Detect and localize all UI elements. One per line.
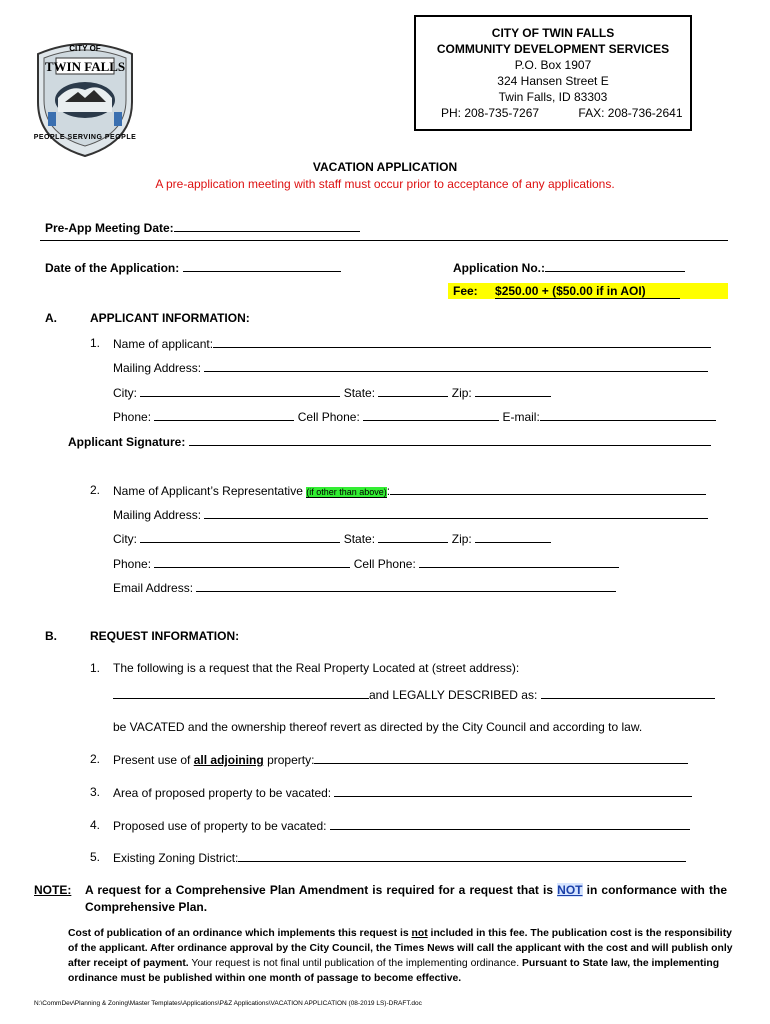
state2-label: State:	[343, 532, 376, 546]
cost-line2: of the applicant. After ordinance approval by the City Council, the Times News will call the applicant with the cost and will publish only	[68, 943, 733, 954]
rep-colon: :	[386, 484, 391, 498]
b2-bold: all adjoining	[193, 753, 264, 767]
note-post: in conformance with the	[586, 883, 727, 897]
state2-field[interactable]	[378, 530, 448, 543]
phone-field[interactable]	[154, 408, 294, 421]
state-field[interactable]	[378, 384, 448, 397]
proposed-use-field[interactable]	[330, 817, 690, 830]
phone2-row	[113, 555, 619, 572]
appno-field[interactable]	[545, 259, 685, 272]
preapp-date-field[interactable]	[174, 219, 360, 232]
city-field[interactable]	[140, 384, 340, 397]
rep-name-label: Name of Applicant’s Representative	[113, 484, 303, 498]
fee-value: $250.00 + ($50.00 if in AOI)	[495, 284, 680, 299]
zip2-field[interactable]	[475, 530, 551, 543]
fee-label: Fee:	[453, 284, 478, 298]
cell2-label: Cell Phone:	[353, 557, 416, 571]
email-label: E-mail:	[502, 410, 540, 424]
file-path-footer: N:\CommDev\Planning & Zoning\Master Templates\Applications\P&Z Applications\VACATION APPLICATION (08-2019 LS)-DRAFT.doc	[34, 1000, 422, 1007]
a2-number: 2.	[90, 483, 101, 497]
adjoining-use-field[interactable]	[314, 751, 688, 764]
city-state-zip: Twin Falls, ID 83303	[498, 90, 608, 104]
divider	[40, 240, 728, 241]
applicant-name-row	[113, 335, 711, 352]
fax-number: FAX: 208-736-2641	[578, 106, 683, 120]
b4-row	[113, 817, 690, 834]
b2-pre: Present use of	[113, 753, 194, 767]
signature-row	[68, 433, 711, 450]
date-row	[45, 259, 341, 276]
preapp-row	[45, 219, 360, 236]
logo-ring-text: PEOPLE SERVING PEOPLE	[33, 134, 137, 141]
cost-line3: after receipt of payment. Your request is not final until publication of the implementing ordinance. Pursuant to State law, the implementing	[68, 958, 720, 969]
org-name: CITY OF TWIN FALLS	[491, 26, 615, 40]
cost-line1: Cost of publication of an ordinance which implements this request is not included in this fee. The publication cost is the responsibility	[68, 928, 732, 939]
state-label: State:	[343, 386, 376, 400]
rep-name-row	[113, 482, 706, 500]
page-title: VACATION APPLICATION	[312, 160, 458, 174]
section-a-title: APPLICANT INFORMATION:	[90, 311, 250, 325]
zoning-field[interactable]	[238, 849, 686, 862]
city-logo	[30, 40, 140, 158]
date-label: Date of the Application:	[45, 261, 180, 275]
cell-field[interactable]	[363, 408, 499, 421]
note-text	[85, 882, 727, 899]
email-field[interactable]	[540, 408, 716, 421]
city2-field[interactable]	[140, 530, 340, 543]
logo-twin-falls: TWIN FALLS	[44, 59, 126, 74]
b3-number: 3.	[90, 785, 101, 799]
org-department: COMMUNITY DEVELOPMENT SERVICES	[436, 42, 670, 56]
legal-label: and LEGALLY DESCRIBED as:	[369, 688, 538, 702]
section-a-letter: A.	[45, 311, 57, 325]
email2-field[interactable]	[196, 579, 616, 592]
b5-number: 5.	[90, 850, 101, 864]
mailing2-label: Mailing Address:	[113, 508, 202, 522]
note-pre: A request for a Comprehensive Plan Amendment is required for a request that is	[85, 883, 554, 897]
city-state-zip-row	[113, 384, 551, 401]
address-box	[414, 15, 692, 131]
phone2-field[interactable]	[154, 555, 350, 568]
cost-line4: ordinance must be published within one month of passage to become effective.	[68, 973, 462, 984]
rep-note-highlight: (if other than above)	[306, 487, 387, 497]
appno-row	[453, 259, 685, 276]
fee-row	[453, 283, 680, 299]
cost-paragraph	[68, 926, 733, 986]
preapp-label: Pre-App Meeting Date:	[45, 221, 174, 235]
b1-legal-row	[113, 686, 715, 703]
mailing2-field[interactable]	[204, 506, 708, 519]
street-address: 324 Hansen Street E	[497, 74, 609, 88]
phone-row	[113, 408, 716, 425]
phone-fax	[416, 105, 690, 121]
b4-label: Proposed use of property to be vacated:	[113, 819, 327, 833]
date-field[interactable]	[183, 259, 341, 272]
logo-city-of: CITY OF	[69, 44, 101, 53]
b4-number: 4.	[90, 818, 101, 832]
city2-label: City:	[113, 532, 137, 546]
b1-question: The following is a request that the Real Property Located at (street address):	[113, 661, 520, 675]
b5-label: Existing Zoning District:	[113, 851, 239, 865]
b1-number: 1.	[90, 661, 101, 675]
city2-row	[113, 530, 551, 547]
phone-number: PH: 208-735-7267	[441, 106, 540, 120]
mailing-label: Mailing Address:	[113, 361, 202, 375]
street-address-field[interactable]	[113, 686, 369, 699]
signature-field[interactable]	[189, 433, 711, 446]
b3-label: Area of proposed property to be vacated:	[113, 786, 332, 800]
section-b-letter: B.	[45, 629, 57, 643]
email2-row	[113, 579, 616, 596]
email2-label: Email Address:	[113, 581, 194, 595]
rep-name-field[interactable]	[390, 482, 706, 495]
cell-label: Cell Phone:	[297, 410, 360, 424]
zip-label: Zip:	[451, 386, 472, 400]
note-label: NOTE:	[34, 883, 72, 897]
b3-row	[113, 784, 692, 801]
a1-number: 1.	[90, 336, 101, 350]
phone2-label: Phone:	[113, 557, 152, 571]
legal-description-field[interactable]	[541, 686, 715, 699]
zip2-label: Zip:	[451, 532, 472, 546]
mailing-field[interactable]	[204, 359, 708, 372]
cell2-field[interactable]	[419, 555, 619, 568]
applicant-name-field[interactable]	[213, 335, 711, 348]
zip-field[interactable]	[475, 384, 551, 397]
city-label: City:	[113, 386, 137, 400]
b5-row	[113, 849, 686, 866]
subtitle-notice: A pre-application meeting with staff must occur prior to acceptance of any applications.	[155, 177, 615, 191]
mailing-row	[113, 359, 708, 376]
applicant-name-label: Name of applicant:	[113, 337, 214, 351]
note-not: NOT	[557, 883, 583, 897]
b2-row	[113, 751, 688, 768]
b2-number: 2.	[90, 752, 101, 766]
appno-label: Application No.:	[453, 261, 545, 275]
po-box: P.O. Box 1907	[514, 58, 592, 72]
area-field[interactable]	[334, 784, 692, 797]
b1-vacated: be VACATED and the ownership thereof revert as directed by the City Council and according to law.	[113, 720, 643, 734]
phone-label: Phone:	[113, 410, 152, 424]
b2-post: property:	[263, 753, 315, 767]
signature-label: Applicant Signature:	[68, 435, 186, 449]
mailing2-row	[113, 506, 708, 523]
note-line2: Comprehensive Plan.	[85, 900, 208, 914]
section-b-title: REQUEST INFORMATION:	[90, 629, 240, 643]
